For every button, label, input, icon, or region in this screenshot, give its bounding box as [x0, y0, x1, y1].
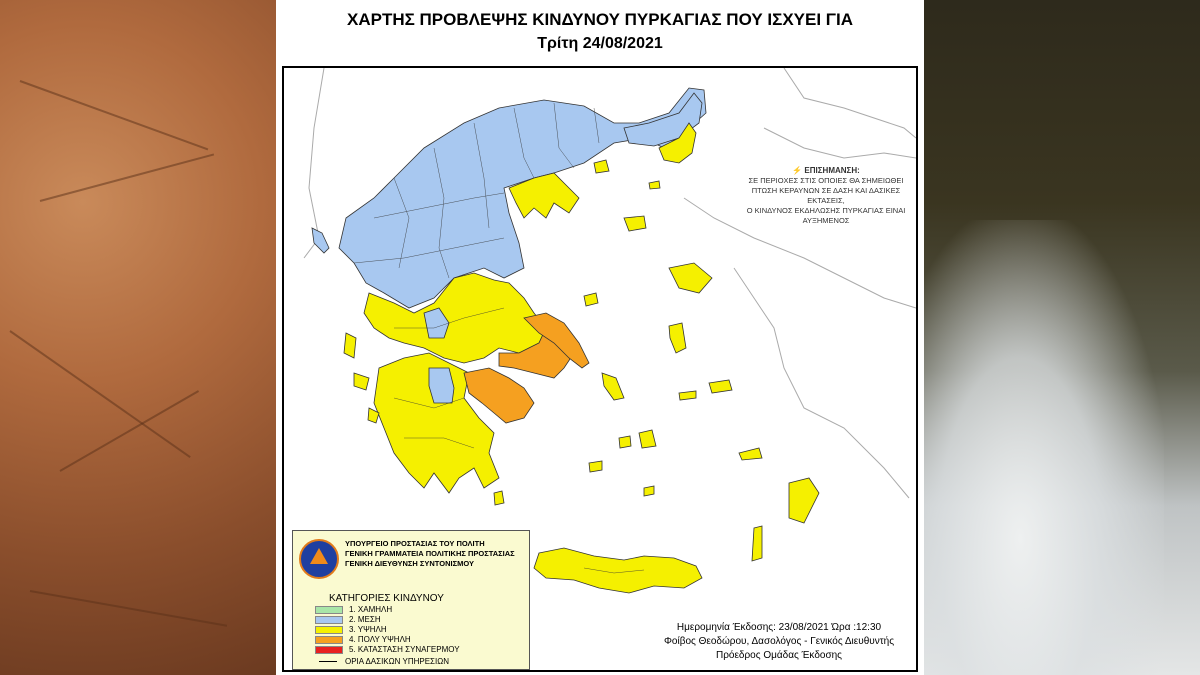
lightning-note — [736, 166, 916, 226]
organization-name: ΥΠΟΥΡΓΕΙΟ ΠΡΟΣΤΑΣΙΑΣ ΤΟΥ ΠΟΛΙΤΗ ΓΕΝΙΚΗ ΓΡΑΜΜΑΤΕΙΑ ΠΟΛΙΤΙΚΗΣ ΠΡΟΣΤΑΣΙΑΣ ΓΕΝΙΚΗ ΔΙΕΥΘΥΝΣΗ ΣΥΝΤΟΝΙΣΜΟΥ — [345, 539, 515, 568]
issue-date: Ημερομηνία Έκδοσης: 23/08/2021 Ώρα :12:30 — [676, 622, 882, 633]
island-ikaria — [679, 391, 696, 400]
background-right-photo — [924, 0, 1200, 675]
island-limnos — [624, 216, 646, 231]
civil-protection-logo — [299, 539, 339, 579]
category-low: 1. ΧΑΜΗΛΗ — [315, 605, 392, 615]
island-paros — [619, 436, 631, 448]
map-title: ΧΑΡΤΗΣ ΠΡΟΒΛΕΨΗΣ ΚΙΝΔΥΝΟΥ ΠΥΡΚΑΓΙΑΣ ΠΟΥ ΙΣΧΥΕΙ ΓΙΑ — [346, 10, 853, 29]
fire-risk-map-panel — [276, 0, 924, 675]
island-corfu — [312, 228, 329, 253]
note-heading: ΕΠΙΣΗΜΑΝΣΗ: — [804, 166, 860, 175]
categories-title: ΚΑΤΗΓΟΡΙΕΣ ΚΙΝΔΥΝΟΥ — [329, 593, 444, 604]
swatch-medium — [315, 616, 343, 624]
island-thasos — [594, 160, 609, 173]
category-high: 3. ΥΨΗΛΗ — [315, 625, 387, 635]
swatch-low — [315, 606, 343, 614]
island-skyros — [584, 293, 598, 306]
background-left-photo — [0, 0, 276, 675]
island-rhodes — [789, 478, 819, 523]
island-naxos — [639, 430, 656, 448]
island-kos — [739, 448, 762, 460]
island-samothraki — [649, 181, 660, 189]
island-kythera — [494, 491, 504, 505]
map-frame — [282, 66, 918, 672]
issue-info — [644, 621, 914, 663]
lightning-icon: ⚡ — [792, 166, 803, 175]
map-date: Τρίτη 24/08/2021 — [537, 35, 663, 52]
island-chios — [669, 323, 686, 353]
water-mist — [924, 220, 1164, 675]
note-line-2: ΠΤΩΣΗ ΚΕΡΑΥΝΩΝ ΣΕ ΔΑΣΗ ΚΑΙ ΔΑΣΙΚΕΣ ΕΚΤΑΣΕΙΣ, — [751, 186, 901, 205]
issue-author: Φοίβος Θεοδώρου, Δασολόγος - Γενικός Διευθυντής — [663, 636, 895, 647]
island-kefalonia — [354, 373, 369, 390]
region-peloponnese-pocket — [429, 368, 454, 403]
region-crete — [534, 548, 702, 593]
note-line-3: Ο ΚΙΝΔΥΝΟΣ ΕΚΔΗΛΩΣΗΣ ΠΥΡΚΑΓΙΑΣ ΕΙΝΑΙ ΑΥΞΗΜΕΝΟΣ — [746, 206, 906, 225]
island-samos — [709, 380, 732, 393]
island-karpathos — [752, 526, 762, 561]
category-very-high: 4. ΠΟΛΥ ΥΨΗΛΗ — [315, 635, 411, 645]
category-medium: 2. ΜΕΣΗ — [315, 615, 381, 625]
island-andros — [602, 373, 624, 400]
legend-box — [292, 530, 530, 670]
issue-role: Πρόεδρος Ομάδας Έκδοσης — [715, 650, 842, 661]
boundary-legend: ΟΡΙΑ ΔΑΣΙΚΩΝ ΥΠΗΡΕΣΙΩΝ — [319, 657, 449, 666]
island-milos — [589, 461, 602, 472]
category-alarm: 5. ΚΑΤΑΣΤΑΣΗ ΣΥΝΑΓΕΡΜΟΥ — [315, 645, 460, 655]
island-santorini — [644, 486, 654, 496]
swatch-very-high — [315, 636, 343, 644]
swatch-alarm — [315, 646, 343, 654]
swatch-high — [315, 626, 343, 634]
island-lefkada — [344, 333, 356, 358]
note-line-1: ΣΕ ΠΕΡΙΟΧΕΣ ΣΤΙΣ ΟΠΟΙΕΣ ΘΑ ΣΗΜΕΙΩΘΕΙ — [748, 176, 904, 185]
island-lesvos — [669, 263, 712, 293]
